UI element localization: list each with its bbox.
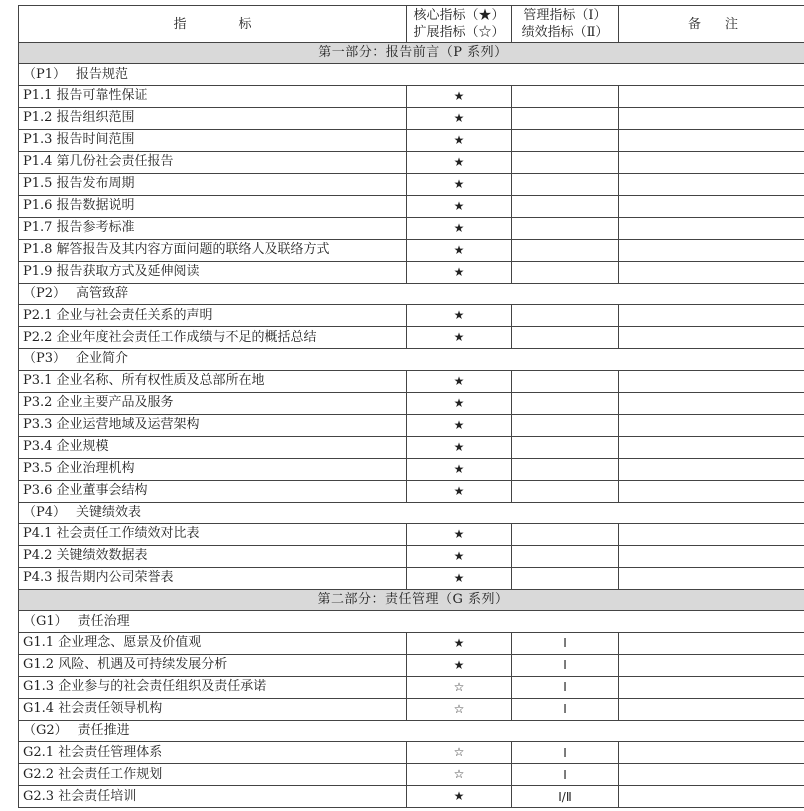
table-row: [19, 567, 804, 589]
remark-cell: [619, 85, 804, 107]
table-row: [19, 436, 804, 458]
table-row: [19, 676, 804, 698]
group-label: 高管致辞: [76, 285, 129, 301]
group-code: （P1）: [23, 66, 67, 82]
header-extended-line: 扩展指标（☆）: [413, 25, 505, 40]
table-row: [19, 392, 804, 414]
table-row: [19, 107, 804, 129]
group-code: （P4）: [23, 504, 67, 520]
core-extended-cell: [407, 436, 512, 458]
part-header-row: [19, 43, 804, 64]
header-remark-char2: 注: [725, 16, 739, 32]
indicator-label: P3.5 企业治理机构: [19, 458, 407, 480]
table-row: [19, 129, 804, 151]
mgmt-performance-cell: [512, 261, 619, 283]
core-extended-cell: [407, 327, 512, 349]
table-row: [19, 327, 804, 349]
indicator-label: G1.4 社会责任领导机构: [19, 698, 407, 720]
core-star-icon: ★: [453, 461, 465, 476]
indicator-label: G1.1 企业理念、愿景及价值观: [19, 632, 407, 654]
header-remark: [619, 6, 804, 43]
core-star-icon: ★: [453, 373, 465, 388]
group-header-row: [19, 611, 804, 632]
header-indicator-char1: 指: [173, 16, 187, 32]
table-row: [19, 480, 804, 502]
core-star-icon: ★: [453, 548, 465, 563]
core-star-icon: ★: [453, 220, 465, 235]
table-row: [19, 370, 804, 392]
table-row: [19, 764, 804, 786]
indicator-label: P1.4 第几份社会责任报告: [19, 151, 407, 173]
core-star-icon: ★: [453, 657, 465, 672]
mgmt-performance-cell: [512, 151, 619, 173]
indicator-label: G1.2 风险、机遇及可持续发展分析: [19, 654, 407, 676]
mgmt-performance-cell: [512, 327, 619, 349]
table-header-row: [19, 6, 804, 43]
header-performance-line: 绩效指标（Ⅱ）: [521, 25, 609, 40]
remark-cell: [619, 764, 804, 786]
group-code: （P2）: [23, 285, 67, 301]
remark-cell: [619, 261, 804, 283]
core-extended-cell: [407, 151, 512, 173]
indicator-label: P1.8 解答报告及其内容方面问题的联络人及联络方式: [19, 239, 407, 261]
core-extended-cell: [407, 698, 512, 720]
core-extended-cell: [407, 567, 512, 589]
indicator-table: [18, 5, 804, 808]
group-title: [19, 64, 804, 85]
table-row: [19, 742, 804, 764]
core-extended-cell: [407, 545, 512, 567]
mgmt-performance-cell: [512, 370, 619, 392]
mgmt-performance-cell: [512, 436, 619, 458]
core-extended-cell: [407, 632, 512, 654]
core-extended-cell: [407, 195, 512, 217]
indicator-label: P4.1 社会责任工作绩效对比表: [19, 523, 407, 545]
remark-cell: [619, 742, 804, 764]
indicator-label: P3.3 企业运营地域及运营架构: [19, 414, 407, 436]
remark-cell: [619, 173, 804, 195]
group-label: 责任推进: [77, 722, 130, 738]
table-row: [19, 545, 804, 567]
indicator-label: P3.6 企业董事会结构: [19, 480, 407, 502]
part-title: 第一部分：报告前言（P 系列）: [19, 43, 804, 64]
header-remark-char1: 备: [687, 16, 701, 32]
header-indicator-char2: 标: [238, 16, 252, 32]
remark-cell: [619, 107, 804, 129]
remark-cell: [619, 327, 804, 349]
group-code: （G1）: [23, 613, 68, 629]
table-row: [19, 261, 804, 283]
group-title: [19, 349, 804, 370]
indicator-label: P1.7 报告参考标准: [19, 217, 407, 239]
mgmt-performance-cell: [512, 107, 619, 129]
core-star-icon: ★: [453, 110, 465, 125]
table-row: [19, 151, 804, 173]
group-code: （P3）: [23, 351, 67, 367]
header-indicator: [19, 6, 407, 43]
indicator-label: P1.2 报告组织范围: [19, 107, 407, 129]
group-title: [19, 283, 804, 304]
table-row: [19, 698, 804, 720]
header-core-extended: [407, 6, 512, 43]
group-title: [19, 611, 804, 632]
group-header-row: [19, 283, 804, 304]
core-extended-cell: [407, 523, 512, 545]
core-extended-cell: [407, 764, 512, 786]
core-extended-cell: [407, 129, 512, 151]
part-title: 第二部分：责任管理（G 系列）: [19, 589, 804, 610]
indicator-label: P2.1 企业与社会责任关系的声明: [19, 305, 407, 327]
core-star-icon: ★: [453, 789, 465, 804]
table-row: [19, 305, 804, 327]
mgmt-performance-cell: [512, 239, 619, 261]
mgmt-performance-cell: Ⅰ: [512, 676, 619, 698]
remark-cell: [619, 436, 804, 458]
mgmt-performance-cell: Ⅰ: [512, 632, 619, 654]
remark-cell: [619, 129, 804, 151]
mgmt-performance-cell: Ⅰ: [512, 654, 619, 676]
extended-star-icon: ☆: [453, 745, 465, 760]
mgmt-performance-cell: [512, 217, 619, 239]
remark-cell: [619, 392, 804, 414]
core-star-icon: ★: [453, 264, 465, 279]
core-extended-cell: [407, 654, 512, 676]
indicator-label: P3.4 企业规模: [19, 436, 407, 458]
indicator-label: P3.1 企业名称、所有权性质及总部所在地: [19, 370, 407, 392]
core-star-icon: ★: [453, 176, 465, 191]
remark-cell: [619, 567, 804, 589]
mgmt-performance-cell: [512, 545, 619, 567]
remark-cell: [619, 195, 804, 217]
core-star-icon: ★: [453, 483, 465, 498]
remark-cell: [619, 676, 804, 698]
core-star-icon: ★: [453, 570, 465, 585]
remark-cell: [619, 786, 804, 808]
remark-cell: [619, 414, 804, 436]
core-extended-cell: [407, 173, 512, 195]
remark-cell: [619, 654, 804, 676]
core-star-icon: ★: [453, 635, 465, 650]
remark-cell: [619, 458, 804, 480]
extended-star-icon: ☆: [453, 767, 465, 782]
remark-cell: [619, 523, 804, 545]
table-row: [19, 239, 804, 261]
core-star-icon: ★: [453, 154, 465, 169]
group-label: 企业简介: [76, 351, 129, 367]
core-star-icon: ★: [453, 88, 465, 103]
core-extended-cell: [407, 107, 512, 129]
core-star-icon: ★: [453, 198, 465, 213]
table-row: [19, 632, 804, 654]
core-extended-cell: [407, 458, 512, 480]
table-row: [19, 523, 804, 545]
core-extended-cell: [407, 786, 512, 808]
mgmt-performance-cell: Ⅰ: [512, 764, 619, 786]
core-star-icon: ★: [453, 526, 465, 541]
mgmt-performance-cell: Ⅰ: [512, 698, 619, 720]
table-row: [19, 195, 804, 217]
mgmt-performance-cell: Ⅰ/Ⅱ: [512, 786, 619, 808]
mgmt-performance-cell: [512, 173, 619, 195]
mgmt-performance-cell: [512, 414, 619, 436]
remark-cell: [619, 239, 804, 261]
mgmt-performance-cell: [512, 85, 619, 107]
core-extended-cell: [407, 480, 512, 502]
group-title: [19, 502, 804, 523]
extended-star-icon: ☆: [453, 701, 465, 716]
indicator-label: P3.2 企业主要产品及服务: [19, 392, 407, 414]
core-star-icon: ★: [453, 242, 465, 257]
indicator-label: G2.2 社会责任工作规划: [19, 764, 407, 786]
core-extended-cell: [407, 392, 512, 414]
indicator-label: P4.3 报告期内公司荣誉表: [19, 567, 407, 589]
indicator-label: P1.9 报告获取方式及延伸阅读: [19, 261, 407, 283]
table-row: [19, 85, 804, 107]
core-star-icon: ★: [453, 395, 465, 410]
indicator-label: P4.2 关键绩效数据表: [19, 545, 407, 567]
remark-cell: [619, 480, 804, 502]
core-extended-cell: [407, 217, 512, 239]
mgmt-performance-cell: [512, 305, 619, 327]
core-star-icon: ★: [453, 439, 465, 454]
table-row: [19, 786, 804, 808]
group-header-row: [19, 720, 804, 741]
mgmt-performance-cell: [512, 129, 619, 151]
mgmt-performance-cell: [512, 392, 619, 414]
mgmt-performance-cell: Ⅰ: [512, 742, 619, 764]
group-label: 责任治理: [77, 613, 130, 629]
remark-cell: [619, 151, 804, 173]
group-title: [19, 720, 804, 741]
group-label: 报告规范: [76, 66, 129, 82]
header-mgmt-performance: [512, 6, 619, 43]
core-star-icon: ★: [453, 330, 465, 345]
indicator-label: G2.1 社会责任管理体系: [19, 742, 407, 764]
core-extended-cell: [407, 676, 512, 698]
core-extended-cell: [407, 261, 512, 283]
table-row: [19, 414, 804, 436]
header-core-line: 核心指标（★）: [413, 8, 505, 23]
table-body: [19, 43, 804, 808]
table-row: [19, 173, 804, 195]
part-header-row: [19, 589, 804, 610]
core-star-icon: ★: [453, 308, 465, 323]
group-header-row: [19, 64, 804, 85]
group-label: 关键绩效表: [76, 504, 142, 520]
remark-cell: [619, 545, 804, 567]
indicator-label: G2.3 社会责任培训: [19, 786, 407, 808]
remark-cell: [619, 217, 804, 239]
core-extended-cell: [407, 414, 512, 436]
table-row: [19, 654, 804, 676]
core-extended-cell: [407, 742, 512, 764]
group-code: （G2）: [23, 722, 68, 738]
core-extended-cell: [407, 305, 512, 327]
indicator-label: P2.2 企业年度社会责任工作成绩与不足的概括总结: [19, 327, 407, 349]
extended-star-icon: ☆: [453, 679, 465, 694]
mgmt-performance-cell: [512, 567, 619, 589]
remark-cell: [619, 698, 804, 720]
indicator-label: P1.3 报告时间范围: [19, 129, 407, 151]
group-header-row: [19, 349, 804, 370]
header-mgmt-line: 管理指标（Ⅰ）: [523, 8, 607, 23]
remark-cell: [619, 370, 804, 392]
indicator-label: P1.6 报告数据说明: [19, 195, 407, 217]
group-header-row: [19, 502, 804, 523]
core-extended-cell: [407, 370, 512, 392]
table-row: [19, 217, 804, 239]
remark-cell: [619, 305, 804, 327]
mgmt-performance-cell: [512, 523, 619, 545]
mgmt-performance-cell: [512, 195, 619, 217]
indicator-label: P1.5 报告发布周期: [19, 173, 407, 195]
mgmt-performance-cell: [512, 458, 619, 480]
core-star-icon: ★: [453, 417, 465, 432]
indicator-label: P1.1 报告可靠性保证: [19, 85, 407, 107]
core-star-icon: ★: [453, 132, 465, 147]
mgmt-performance-cell: [512, 480, 619, 502]
core-extended-cell: [407, 239, 512, 261]
table-row: [19, 458, 804, 480]
indicator-label: G1.3 企业参与的社会责任组织及责任承诺: [19, 676, 407, 698]
remark-cell: [619, 632, 804, 654]
core-extended-cell: [407, 85, 512, 107]
